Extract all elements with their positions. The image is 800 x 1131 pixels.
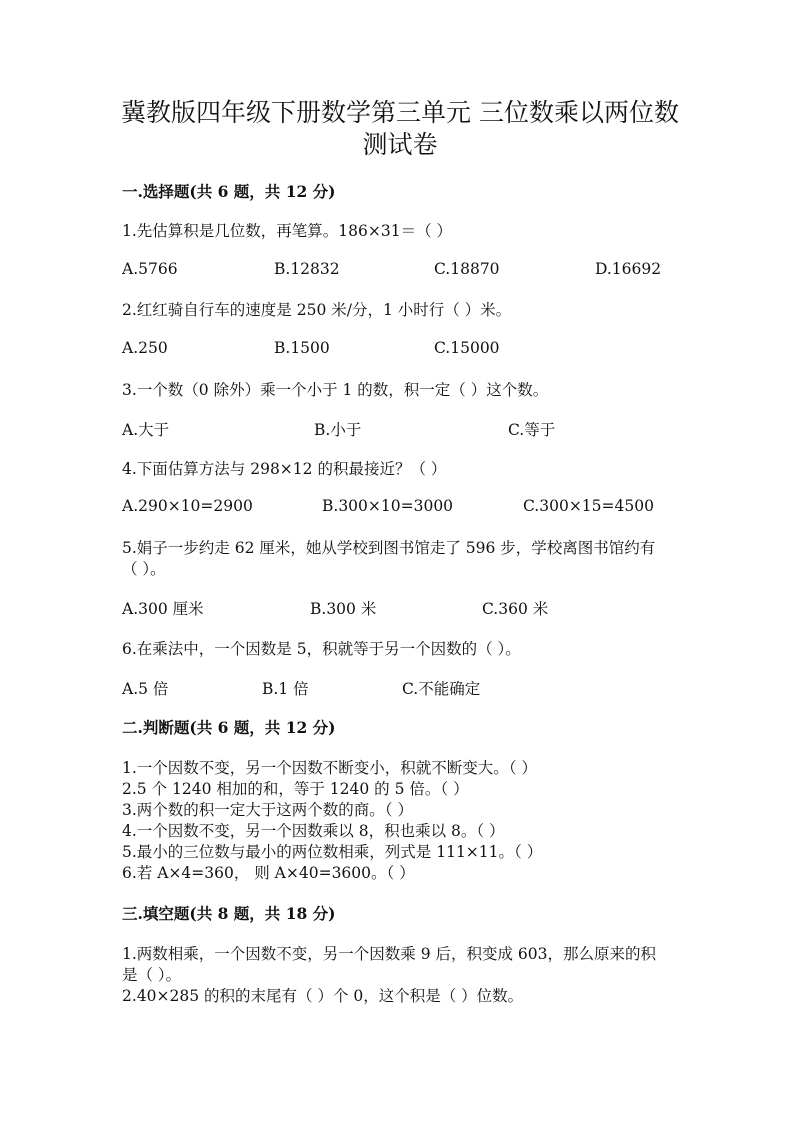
option-a: A.250 [122,339,168,357]
option-b: B.1 倍 [262,680,309,698]
question-stem: 5.娟子一步约走 62 厘米，她从学校到图书馆走了 596 步，学校离图书馆约有 [122,539,656,557]
question-stem-continued: （ ）。 [122,560,166,578]
option-c: C.不能确定 [402,680,481,698]
option-c: C.等于 [508,421,556,439]
fill-in-item-continued: 是（ ）。 [122,966,182,984]
section-heading-fill-in: 三.填空题(共 8 题，共 18 分) [122,904,336,923]
question-stem: 4.下面估算方法与 298×12 的积最接近？（ ） [122,460,447,478]
option-b: B.1500 [274,339,330,357]
exam-title-line-1: 冀教版四年级下册数学第三单元 三位数乘以两位数 [121,98,679,127]
question-stem: 6.在乘法中，一个因数是 5，积就等于另一个因数的（ ）。 [122,640,521,658]
question-stem: 2.红红骑自行车的速度是 250 米/分，1 小时行（ ）米。 [122,301,512,319]
option-c: C.300×15=4500 [523,497,654,515]
option-a: A.300 厘米 [122,600,204,618]
judgment-item: 3.两个数的积一定大于这两个数的商。（ ） [122,801,413,819]
option-c: C.18870 [434,260,500,278]
option-a: A.290×10=2900 [122,497,253,515]
judgment-item: 1.一个因数不变，另一个因数不断变小，积就不断变大。（ ） [122,759,537,777]
option-b: B.12832 [274,260,340,278]
option-b: B.300 米 [310,600,377,618]
exam-title-line-2: 测试卷 [362,130,438,159]
fill-in-item: 2.40×285 的积的末尾有（ ）个 0，这个积是（ ）位数。 [122,987,524,1005]
option-a: A.5 倍 [122,680,169,698]
option-c: C.360 米 [482,600,549,618]
option-a: A.5766 [122,260,178,278]
section-heading-choice: 一.选择题(共 6 题，共 12 分) [122,182,336,201]
option-c: C.15000 [434,339,500,357]
judgment-item: 4.一个因数不变，另一个因数乘以 8，积也乘以 8。（ ） [122,822,505,840]
fill-in-item: 1.两数相乘，一个因数不变，另一个因数乘 9 后，积变成 603，那么原来的积 [122,945,657,963]
option-b: B.300×10=3000 [322,497,454,515]
option-a: A.大于 [122,421,170,439]
option-d: D.16692 [595,260,662,278]
question-stem: 1.先估算积是几位数，再笔算。186×31＝（ ） [122,222,453,240]
option-b: B.小于 [314,421,362,439]
judgment-item: 6.若 A×4=360， 则 A×40=3600。（ ） [122,864,415,882]
section-heading-true-false: 二.判断题(共 6 题，共 12 分) [122,718,336,737]
question-stem: 3.一个数（0 除外）乘一个小于 1 的数，积一定（ ）这个数。 [122,381,549,399]
judgment-item: 5.最小的三位数与最小的两位数相乘，列式是 111×11。（ ） [122,843,543,861]
judgment-item: 2.5 个 1240 相加的和，等于 1240 的 5 倍。（ ） [122,780,469,798]
